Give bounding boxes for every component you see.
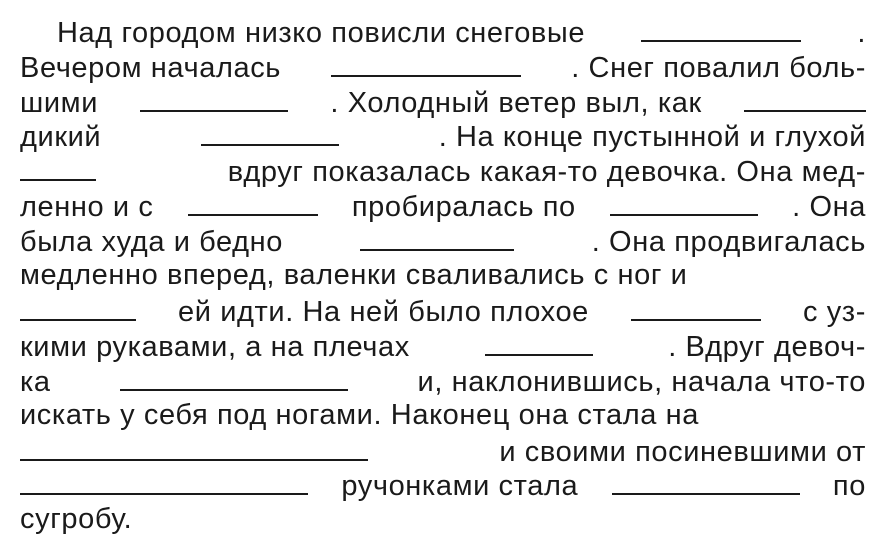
fill-in-blank[interactable] (201, 118, 339, 146)
text-line-15 (20, 502, 866, 536)
text-line-4 (20, 118, 866, 154)
text-line-13 (20, 433, 866, 469)
text-segment: по (832, 470, 866, 502)
text-line-1 (57, 14, 866, 50)
text-line-12 (20, 398, 866, 432)
text-segment: ка (20, 366, 51, 398)
text-segment: с уз- (802, 296, 866, 328)
text-segment: была худа и бедно (20, 226, 284, 258)
text-segment: медленно вперед, валенки сваливались с ног и (20, 259, 688, 291)
text-segment: . Снег повалил боль- (571, 52, 866, 84)
text-segment: . (857, 17, 866, 49)
text-segment: . Холодный ветер выл, как (330, 87, 702, 119)
fill-in-blank[interactable] (20, 433, 368, 461)
text-segment: и, наклонившись, начала что-то (417, 366, 866, 398)
fill-in-blank[interactable] (140, 84, 288, 112)
fill-in-blank[interactable] (188, 188, 318, 216)
text-segment: сугробу. (20, 503, 133, 535)
text-segment: Вечером началась (20, 52, 281, 84)
text-segment: ей идти. На ней было плохое (178, 296, 589, 328)
text-segment: ленно и с (20, 191, 154, 223)
text-line-8 (20, 258, 866, 292)
text-segment: ручонками стала (341, 470, 579, 502)
fill-in-blank[interactable] (485, 328, 593, 356)
fill-in-blank[interactable] (360, 223, 514, 251)
text-line-11 (20, 363, 866, 399)
text-line-6 (20, 188, 866, 224)
fill-in-blank[interactable] (631, 293, 761, 321)
text-segment: дикий (20, 121, 102, 153)
text-line-7 (20, 223, 866, 259)
fill-in-blank[interactable] (20, 293, 136, 321)
text-line-10 (20, 328, 866, 364)
text-line-5 (20, 153, 866, 189)
fill-in-blank[interactable] (744, 84, 866, 112)
fill-in-blank[interactable] (120, 363, 348, 391)
text-segment: пробиралась по (351, 191, 576, 223)
fill-in-blank[interactable] (20, 467, 308, 495)
text-segment: . Она (792, 191, 866, 223)
fill-in-blank[interactable] (331, 49, 521, 77)
text-segment: . Она продвигалась (591, 226, 866, 258)
fill-in-blank[interactable] (20, 153, 96, 181)
text-segment: искать у себя под ногами. Наконец она стала на (20, 399, 699, 431)
text-segment: и своими посиневшими от (499, 436, 866, 468)
fill-in-blank[interactable] (612, 467, 800, 495)
text-line-3 (20, 84, 866, 120)
fill-in-blank[interactable] (610, 188, 758, 216)
text-segment: вдруг показалась какая-то девочка. Она мед- (227, 156, 866, 188)
text-segment: кими рукавами, а на плечах (20, 331, 410, 363)
text-line-2 (20, 49, 866, 85)
text-segment: . Вдруг девоч- (668, 331, 866, 363)
text-segment: Над городом низко повисли снеговые (57, 17, 586, 49)
text-line-14 (20, 467, 866, 503)
text-line-9 (20, 293, 866, 329)
fill-in-blank[interactable] (641, 14, 801, 42)
text-segment: . На конце пустынной и глухой (438, 121, 866, 153)
text-segment: шими (20, 87, 99, 119)
